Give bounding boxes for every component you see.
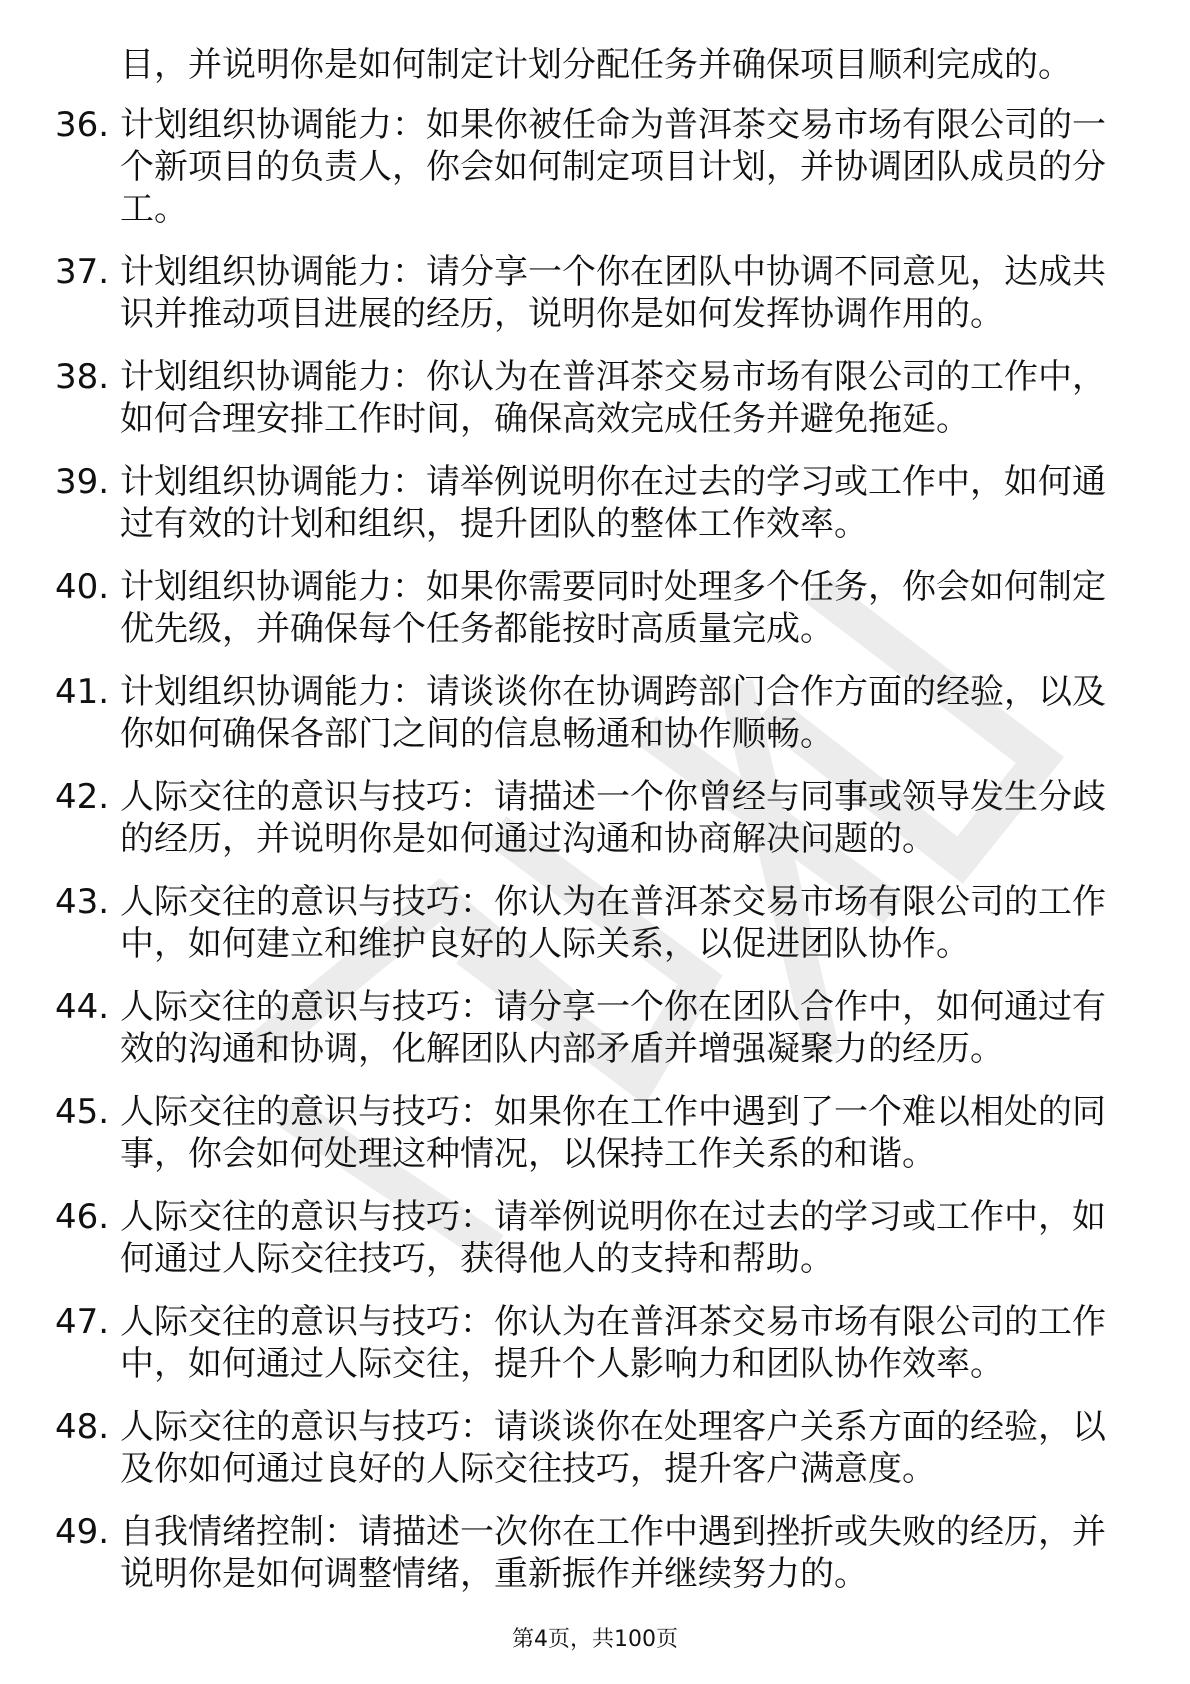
question-item [55,1196,1115,1280]
question-item [55,776,1115,860]
question-number: 47. [55,1302,110,1342]
question-text: 人际交往的意识与技巧：如果你在工作中遇到了一个难以相处的同事，你会如何处理这种情况，以保持工作关系的和谐。 [120,1092,1106,1174]
question-number: 43. [55,882,110,922]
question-number: 49. [55,1512,110,1552]
question-item [55,104,1115,230]
question-text: 计划组织协调能力：如果你被任命为普洱茶交易市场有限公司的一个新项目的负责人，你会如何制定项目计划，并协调团队成员的分工。 [120,105,1106,229]
question-text: 人际交往的意识与技巧：请分享一个你在团队合作中，如何通过有效的沟通和协调，化解团队内部矛盾并增强凝聚力的经历。 [120,987,1106,1069]
question-number: 46. [55,1197,110,1237]
question-number: 45. [55,1092,110,1132]
question-text: 人际交往的意识与技巧：你认为在普洱茶交易市场有限公司的工作中，如何通过人际交往，提升个人影响力和团队协作效率。 [120,1302,1106,1384]
question-item [55,566,1115,650]
question-text: 计划组织协调能力：请谈谈你在协调跨部门合作方面的经验，以及你如何确保各部门之间的信息畅通和协作顺畅。 [120,672,1106,754]
question-item [55,356,1115,440]
question-text: 人际交往的意识与技巧：请举例说明你在过去的学习或工作中，如何通过人际交往技巧，获得他人的支持和帮助。 [120,1197,1106,1279]
question-item [55,251,1115,335]
page-number-label: 第4页，共100页 [512,1627,678,1652]
question-content [55,44,1115,1616]
question-text: 计划组织协调能力：请分享一个你在团队中协调不同意见，达成共识并推动项目进展的经历，说明你是如何发挥协调作用的。 [120,252,1106,334]
question-text: 计划组织协调能力：你认为在普洱茶交易市场有限公司的工作中，如何合理安排工作时间，确保高效完成任务并避免拖延。 [120,357,1106,439]
question-item [55,1406,1115,1490]
question-item [55,671,1115,755]
question-number: 38. [55,357,110,397]
question-text: 自我情绪控制：请描述一次你在工作中遇到挫折或失败的经历，并说明你是如何调整情绪，重新振作并继续努力的。 [120,1512,1106,1594]
question-text: 人际交往的意识与技巧：你认为在普洱茶交易市场有限公司的工作中，如何建立和维护良好的人际关系，以促进团队协作。 [120,882,1106,964]
question-text: 计划组织协调能力：如果你需要同时处理多个任务，你会如何制定优先级，并确保每个任务都能按时高质量完成。 [120,567,1106,649]
question-text: 人际交往的意识与技巧：请描述一个你曾经与同事或领导发生分歧的经历，并说明你是如何通过沟通和协商解决问题的。 [120,777,1106,859]
page-footer [0,1626,1190,1654]
question-text: 人际交往的意识与技巧：请谈谈你在处理客户关系方面的经验，以及你如何通过良好的人际交往技巧，提升客户满意度。 [120,1407,1106,1489]
question-item [55,881,1115,965]
question-number: 41. [55,672,110,712]
question-text: 计划组织协调能力：请举例说明你在过去的学习或工作中，如何通过有效的计划和组织，提升团队的整体工作效率。 [120,462,1106,544]
question-item [55,1091,1115,1175]
question-list [55,104,1115,1595]
question-number: 42. [55,777,110,817]
question-item [55,986,1115,1070]
question-number: 36. [55,105,110,145]
question-number: 40. [55,567,110,607]
continuation-text: 目，并说明你是如何制定计划分配任务并确保项目顺利完成的。 [120,45,1072,85]
question-item [55,1511,1115,1595]
question-item [55,461,1115,545]
question-number: 48. [55,1407,110,1447]
question-number: 44. [55,987,110,1027]
question-number: 37. [55,252,110,292]
question-item [55,1301,1115,1385]
question-number: 39. [55,462,110,502]
